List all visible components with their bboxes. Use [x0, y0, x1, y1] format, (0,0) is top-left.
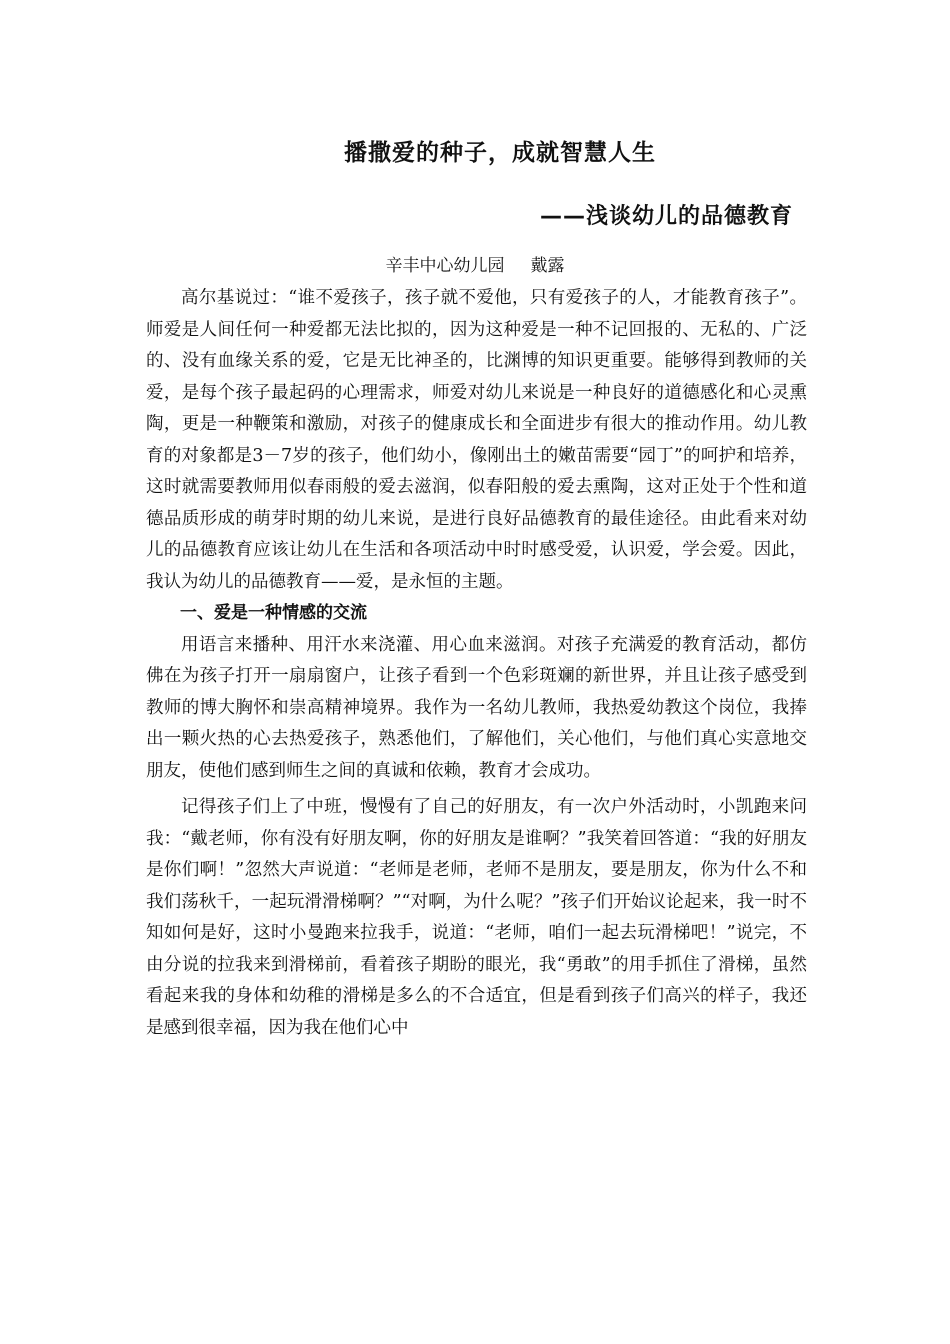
author-organization: 辛丰中心幼儿园: [385, 256, 505, 276]
section-heading: 一、爱是一种情感的交流: [180, 603, 367, 623]
section-paragraph: 用语言来播种、用汗水来浇灌、用心血来滋润。对孩子充满爱的教育活动，都仿佛在为孩子打开一扇扇窗户，让孩子看到一个色彩斑斓的新世界，并且让孩子感受到教师的博大胸怀和崇高精神境界。我作为一名幼儿教师，我热爱幼教这个岗位，我捧出一颗火热的心去热爱孩子，熟悉他们，了解他们，关心他们，与他们真心实意地交朋友，使他们感到师生之间的真诚和依赖，教育才会成功。: [146, 634, 807, 781]
document-subtitle: ——浅谈幼儿的品德教育: [539, 204, 793, 229]
author-line: [0, 251, 950, 276]
document-title: 播撒爱的种子，成就智慧人生: [344, 140, 656, 166]
document-body: [146, 283, 807, 1044]
author-name: 戴露: [530, 256, 565, 276]
section-paragraph: 记得孩子们上了中班，慢慢有了自己的好朋友，有一次户外活动时，小凯跑来问我：“戴老师，你有没有好朋友啊，你的好朋友是谁啊？”我笑着回答道：“我的好朋友是你们啊！”忽然大声说道：“老师是老师，老师不是朋友，要是朋友，你为什么不和我们荡秋千，一起玩滑滑梯啊？”“对啊，为什么呢？”孩子们开始议论起来，我一时不知如何是好，这时小曼跑来拉我手，说道：“老师，咱们一起去玩滑梯吧！”说完，不由分说的拉我来到滑梯前，看着孩子期盼的眼光，我“勇敢”的用手抓住了滑梯，虽然看起来我的身体和幼稚的滑梯是多么的不合适宜，但是看到孩子们高兴的样子，我还是感到很幸福，因为我在他们心中: [146, 797, 807, 1038]
intro-paragraph: 高尔基说过：“谁不爱孩子，孩子就不爱他，只有爱孩子的人，才能教育孩子”。师爱是人间任何一种爱都无法比拟的，因为这种爱是一种不记回报的、无私的、广泛的、没有血缘关系的爱，它是无比神圣的，比渊博的知识更重要。能够得到教师的关爱，是每个孩子最起码的心理需求，师爱对幼儿来说是一种良好的道德感化和心灵熏陶，更是一种鞭策和激励，对孩子的健康成长和全面进步有很大的推动作用。幼儿教育的对象都是3－7岁的孩子，他们幼小，像刚出土的嫩苗需要“园丁”的呵护和培养，这时就需要教师用似春雨般的爱去滋润，似春阳般的爱去熏陶，这对正处于个性和道德品质形成的萌芽时期的幼儿来说，是进行良好品德教育的最佳途径。由此看来对幼儿的品德教育应该让幼儿在生活和各项活动中时时感受爱，认识爱，学会爱。因此，我认为幼儿的品德教育——爱，是永恒的主题。: [146, 288, 807, 592]
